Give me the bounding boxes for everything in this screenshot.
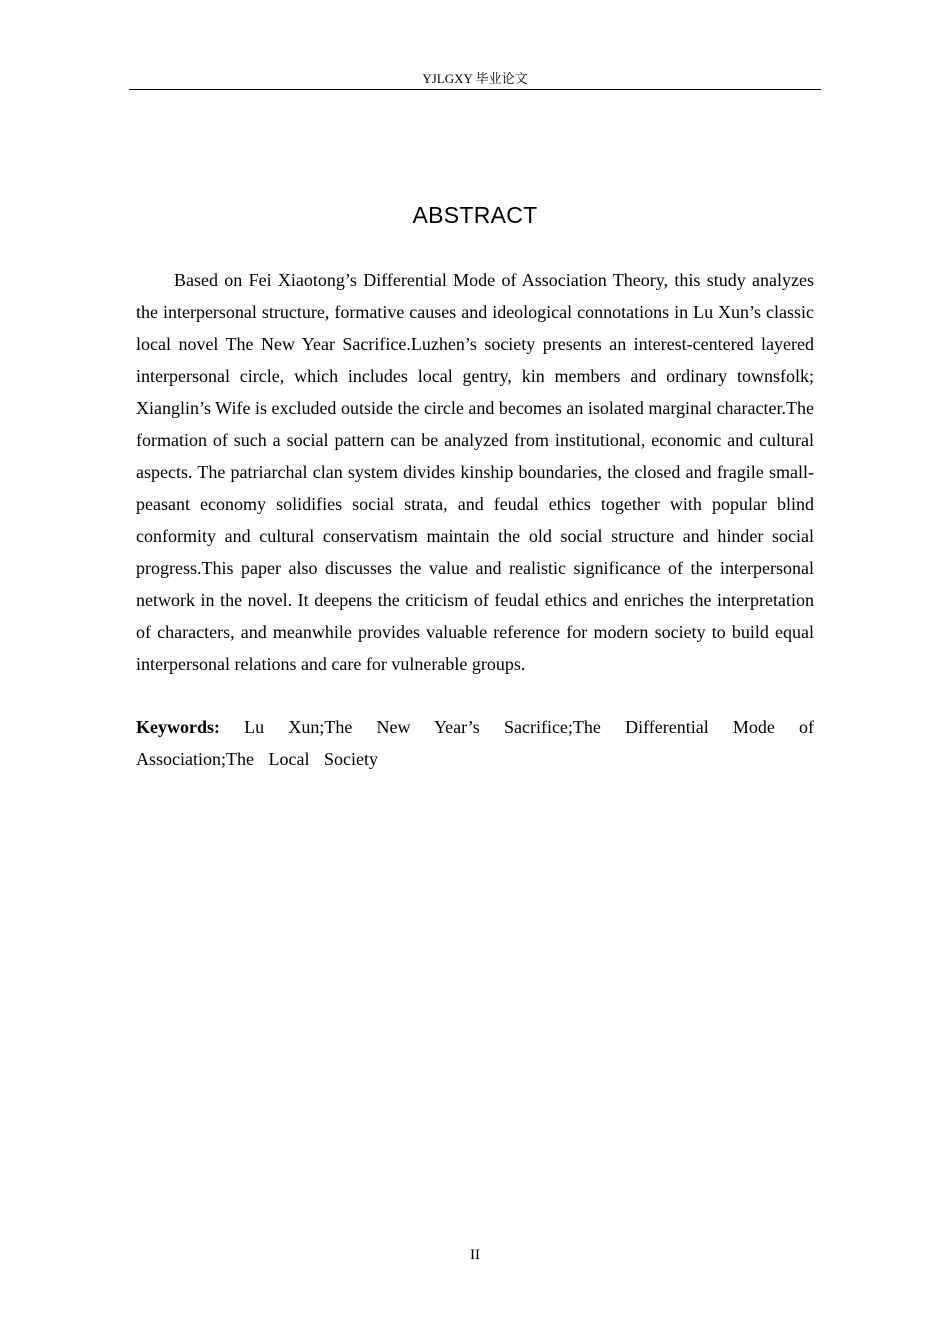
- keywords-text: Lu Xun;The New Year’s Sacrifice;The Differential Mode of Association;The Local Society: [136, 717, 815, 769]
- keywords-label: Keywords:: [136, 717, 220, 737]
- page-header: [129, 68, 821, 90]
- running-title: YJLGXY 毕业论文: [422, 71, 528, 86]
- abstract-body: Based on Fei Xiaotong’s Differential Mode of Association Theory, this study analyzes the interpersonal structure, formative causes and ideological connotations in Lu Xun’s classic local novel The New Year Sacrifice.Luzhen’s society presents an interest-centered layered interpersonal circle, which includes local gentry, kin members and ordinary townsfolk; Xianglin’s Wife is excluded outside the circle and becomes an isolated marginal character.The formation of such a social pattern can be analyzed from institutional, economic and cultural aspects. The patriarchal clan system divides kinship boundaries, the closed and fragile small-peasant economy solidifies social strata, and feudal ethics together with popular blind conformity and cultural conservatism maintain the old social structure and hinder social progress.This paper also discusses the value and realistic significance of the interpersonal network in the novel. It deepens the criticism of feudal ethics and enriches the interpretation of characters, and meanwhile provides valuable reference for modern society to build equal interpersonal relations and care for vulnerable groups.: [136, 270, 814, 674]
- abstract-heading: ABSTRACT: [412, 202, 538, 228]
- keywords-line: [136, 711, 814, 775]
- page-number: II: [470, 1247, 480, 1263]
